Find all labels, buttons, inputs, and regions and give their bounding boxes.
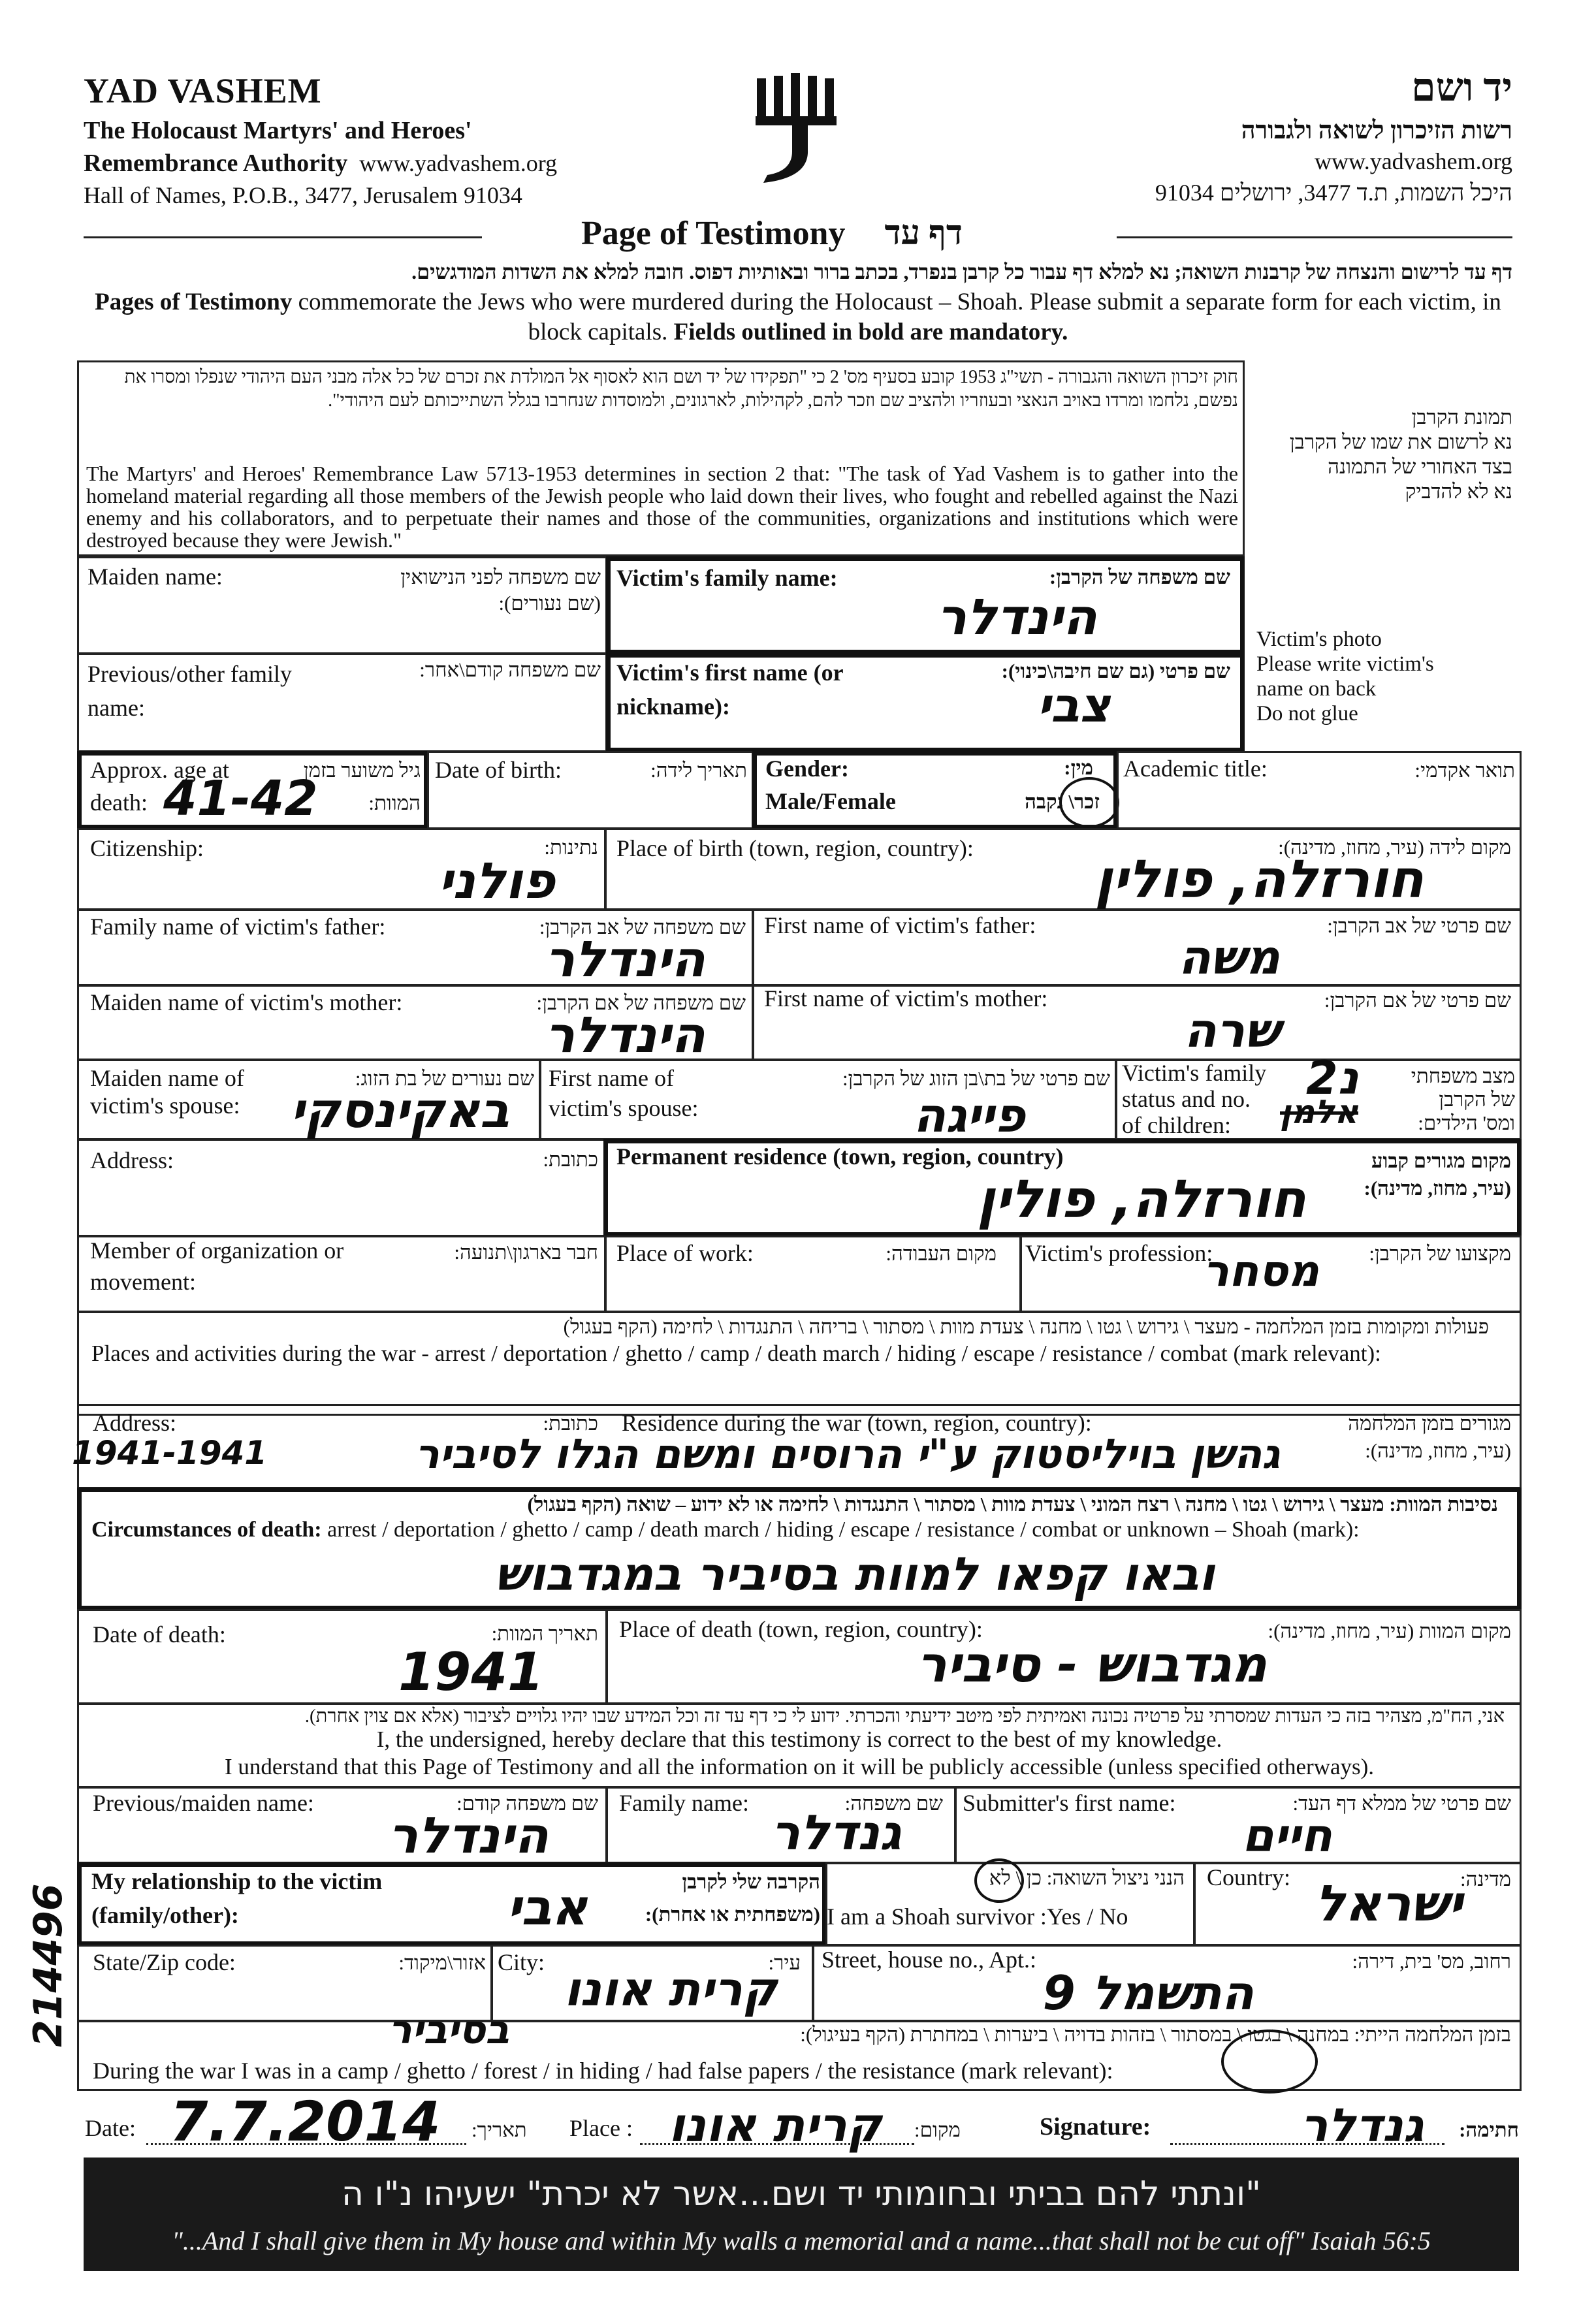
work-place-label-he: מקום העבודה: [886, 1242, 997, 1265]
war-submitter-label-he: בזמן המלחמה הייתי: במחנה \ בגטו \ במסתור \ בזהות בדויה \ ביערות \ במחתרת (הקף בעיגול): [800, 2023, 1511, 2046]
website-en: www.yadvashem.org [359, 150, 558, 176]
gender-label-he-1: מין: [1064, 756, 1093, 779]
declaration-en-1: I, the undersigned, hereby declare that this testimony is correct to the best of my knowledge. [376, 1727, 1222, 1752]
age-label-he-1: גיל משוער בזמן [303, 759, 421, 782]
signature-value[interactable]: גנדלר [1300, 2099, 1424, 2152]
city-value[interactable]: קרית אונו [564, 1962, 777, 2016]
family-name-label-he: שם משפחה של הקרבן: [1049, 565, 1230, 588]
street-label-he: רחוב, מס' בית, דירה: [1352, 1950, 1511, 1973]
place-label-he: מקום: [914, 2118, 961, 2141]
street-value[interactable]: התשמל 9 [1042, 1966, 1254, 2020]
date-value[interactable]: 7.7.2014 [170, 2090, 441, 2154]
spouse-maiden-label-1: Maiden name of [90, 1065, 244, 1091]
family-status-label-2: status and no. [1122, 1086, 1251, 1112]
spouse-first-label-he: שם פרטי של בת\בן הזוג של הקרבן: [842, 1067, 1110, 1090]
death-date-value[interactable]: 1941 [398, 1642, 544, 1702]
address-he: היכל השמות, ת.ד 3477, ירושלים 91034 [1155, 180, 1512, 206]
war-camp-circle[interactable] [1221, 2030, 1318, 2094]
father-first-label: First name of victim's father: [764, 912, 1036, 938]
profession-value[interactable]: מסחר [1203, 1246, 1319, 1296]
submitter-prev-label: Previous/maiden name: [93, 1790, 314, 1816]
death-place-label: Place of death (town, region, country): [619, 1616, 983, 1642]
submitter-family-value[interactable]: גנדלר [771, 1805, 901, 1861]
yad-vashem-logo [754, 73, 846, 184]
family-name-value[interactable]: הינדלר [936, 588, 1097, 646]
address-label: Address: [90, 1147, 174, 1173]
age-label-2: death: [90, 789, 148, 816]
logo-svg [754, 73, 846, 184]
spouse-maiden-value[interactable]: באקינסקי [290, 1083, 509, 1139]
city-label: City: [498, 1949, 545, 1975]
page-title-en: Page of Testimony [581, 215, 846, 252]
war-he: פעולות ומקומות בזמן המלחמה - מעצר \ גירוש \ גטו \ מחנה \ צעדת מוות \ מסתור \ בריחה \ התנגדות \ לחימה (הקף בעגול) [563, 1315, 1489, 1338]
survivor-label-en: I am a Shoah survivor :Yes / No [827, 1903, 1128, 1930]
photo-en-2: Please write victim's [1256, 652, 1434, 676]
maiden-name-label-he: שם משפחה לפני הנישואין (שם נעורים): [400, 565, 601, 614]
profession-label-he: מקצועו של הקרבן: [1369, 1242, 1511, 1265]
survivor-label-he: הנני ניצול השואה: כן \ לא [989, 1866, 1185, 1889]
family-status-label-he-3: ומס' הילדים: [1418, 1111, 1515, 1134]
authority-en-line2-text: Remembrance Authority [84, 150, 348, 177]
relationship-label-1: My relationship to the victim [91, 1868, 383, 1894]
city-label-he: עיר: [768, 1951, 801, 1974]
relationship-label-he-2: (משפחתית או אחרת): [645, 1903, 820, 1926]
member-org-label-1: Member of organization or [90, 1237, 344, 1264]
photo-he-4: נא לא להדביק [1405, 480, 1512, 503]
spouse-first-label-2: victim's spouse: [549, 1095, 699, 1121]
margin-number: 214496 [25, 1883, 71, 2047]
intro-en-rest: commemorate the Jews who were murdered during the Holocaust – Shoah. Please submit a separate form for each victim, in block capitals. [292, 289, 1501, 345]
birth-place-value[interactable]: חורזלה, פולין [1094, 849, 1424, 910]
citizenship-label-he: נתינות: [544, 836, 598, 859]
war-residence-label: Residence during the war (town, region, country): [622, 1410, 1092, 1436]
residence-label: Permanent residence (town, region, country) [616, 1143, 1064, 1170]
death-circ-en-rest: arrest / deportation / ghetto / camp / death march / hiding / escape / resistance / combat or unknown – Shoah (mark): [321, 1518, 1360, 1542]
member-org-label-he: חבר בארגון\תנועה: [454, 1241, 598, 1264]
photo-he-3: בצד האחורי של התמונה [1328, 455, 1512, 478]
declaration-en-2: I understand that this Page of Testimony and all the information on it will be publicly accessible (unless specified otherways). [224, 1754, 1375, 1779]
intro-he: דף עד לרישום והנצחה של קרבנות השואה; נא למלא דף עבור כל קרבן בנפרד, בכתב ברור ובאותיות דפוס. חובה למלא את השדות המודגשים. [411, 260, 1512, 283]
authority-en-line1: The Holocaust Martyrs' and Heroes' [84, 117, 472, 144]
war-residence-value[interactable]: גהשן בויליסטוק ע"י הרוסים ומשם הגלו לסיביר [415, 1430, 1280, 1478]
signature-label: Signature: [1040, 2113, 1151, 2141]
death-circ-en-bold: Circumstances of death: [91, 1518, 322, 1542]
country-value[interactable]: ישראל [1315, 1874, 1463, 1932]
age-label-he-2: המוות: [368, 791, 421, 814]
spouse-maiden-label-he: שם נעורים של בת הזוג: [355, 1067, 534, 1090]
footer-banner [84, 2158, 1519, 2271]
family-status-label-he-1: מצב משפחתי [1411, 1064, 1515, 1087]
declaration-he: אני, הח"מ, מצהיר בזה כי העדות שמסרתי על פרטיה נכונה ואמיתית לפי מיטב ידיעתי והכרתי. ידוע לי כי דף עד זה וכל המידע שבו יהיו גלויים לציבור (אלא אם צוין אחרת). [304, 1706, 1505, 1727]
death-date-label-he: תאריך המוות: [491, 1622, 598, 1645]
residence-label-he-2: (עיר, מחוז, מדינה): [1364, 1177, 1511, 1200]
intro-en-mandatory: Fields outlined in bold are mandatory. [673, 319, 1068, 345]
death-place-label-he: מקום המוות (עיר, מחוז, מדינה): [1268, 1619, 1511, 1642]
first-name-label-text: Victim's first name (or nickname): [616, 660, 843, 720]
submitter-first-label: Submitter's first name: [963, 1790, 1176, 1816]
spouse-first-label-1: First name of [549, 1065, 674, 1091]
submitter-prev-label-he: שם משפחה קודם: [456, 1792, 598, 1815]
photo-en-4: Do not glue [1256, 702, 1358, 725]
death-date-label: Date of death: [93, 1621, 226, 1648]
residence-value[interactable]: חורזלה, פולין [977, 1169, 1306, 1230]
death-circ-he-text: נסיבות המוות: מעצר \ גירוש \ גטו \ מחנה \ רצח המוני \ צעדת מוות \ מסתור \ התנגדות \ לחימה או לא ידוע – שואה (הקף בעגול) [527, 1493, 1498, 1516]
authority-en-line2 [84, 149, 557, 178]
survivor-yes-circle[interactable] [974, 1858, 1024, 1903]
first-name-label [616, 656, 852, 724]
academic-title-label: Academic title: [1123, 756, 1268, 782]
gender-label-he-2: זכר\ נקבה [1025, 790, 1100, 813]
gender-label-1: Gender: [765, 756, 849, 782]
mother-maiden-label-he: שם משפחה של אם הקרבן: [536, 991, 746, 1014]
profession-label: Victim's profession: [1025, 1240, 1213, 1266]
death-place-value[interactable]: מגדבוש - סיביר [917, 1635, 1267, 1693]
address-label-he: כתובת: [543, 1148, 598, 1171]
org-name-he: יד ושם [1411, 66, 1512, 109]
spouse-maiden-label-2: victim's spouse: [90, 1092, 240, 1119]
place-label: Place : [569, 2115, 633, 2141]
previous-name-label-he: שם משפחה קודם\אחר: [419, 658, 601, 681]
submitter-first-value[interactable]: חיים [1241, 1809, 1332, 1862]
page-title-he: דף עד [884, 215, 963, 252]
street-label: Street, house no., Apt.: [822, 1947, 1036, 1973]
father-first-value[interactable]: משה [1178, 930, 1280, 985]
date-label: Date: [85, 2115, 136, 2141]
dob-label-he: תאריך לידה: [650, 759, 747, 782]
law-he: חוק זיכרון השואה והגבורה - תשי"ג 1953 קובע בסעיף מס' 2 כי "תפקידו של יד ושם הוא לאסוף אל המולדת את זכרם של כל אלה מבני העם היהודי שנפלו ומסרו את נפשם, נלחמו ומרדו באויב הנאצי ובעוזריו ולהציב שם וזכר להם, לקהילות, לארגונים, ולמוסדות שנחרבו בגלל השתייכותם לעם היהודי". [124, 367, 1238, 411]
place-value[interactable]: קרית אונו [668, 2097, 882, 2152]
submitter-prev-value[interactable]: הינדלר [388, 1806, 549, 1864]
relationship-value[interactable]: אבי [506, 1878, 588, 1936]
citizenship-label: Citizenship: [90, 835, 204, 861]
war-address-label-he: כתובת: [543, 1412, 598, 1435]
age-label-1: Approx. age at [90, 757, 229, 783]
signature-label-he: חתימה: [1459, 2118, 1519, 2141]
family-status-label-he-2: של הקרבן [1439, 1088, 1515, 1111]
death-circ-he [527, 1491, 1498, 1518]
age-value[interactable]: 41-42 [163, 771, 318, 827]
family-status-label-1: Victim's family [1122, 1060, 1267, 1086]
intro-en-bold: Pages of Testimony [95, 289, 293, 315]
father-first-label-he: שם פרטי של אב הקרבן: [1327, 914, 1511, 937]
photo-he-1: תמונת הקרבן [1411, 406, 1512, 428]
date-label-he: תאריך: [471, 2118, 527, 2141]
father-family-label: Family name of victim's father: [90, 914, 386, 940]
page-title [581, 214, 963, 253]
mother-first-label-he: שם פרטי של אם הקרבן: [1324, 989, 1511, 1011]
previous-name-label-text: Previous/other family name: [88, 661, 292, 721]
war-residence-label-he-1: מגורים בזמן המלחמה [1348, 1412, 1511, 1435]
residence-label-he-1: מקום מגורים קבוע [1371, 1149, 1511, 1172]
country-label-he: מדינה: [1460, 1868, 1511, 1890]
father-family-label-he: שם משפחה של אב הקרבן: [539, 916, 746, 938]
spouse-first-value[interactable]: פייגה [913, 1088, 1025, 1143]
father-family-value[interactable]: הינדלר [545, 930, 705, 988]
member-org-label-2: movement: [90, 1269, 196, 1295]
war-submitter-label-en: During the war I was in a camp / ghetto / forest / in hiding / had false papers / the resistance (mark relevant): [93, 2058, 1113, 2084]
family-name-label: Victim's family name: [616, 565, 838, 591]
banner-he: "ונתתי להם בביתי ובחומותי יד ושם...אשר לא יכרת" ישעיהו נ"ו ה [341, 2174, 1262, 2214]
dob-label: Date of birth: [435, 757, 562, 783]
mother-maiden-label: Maiden name of victim's mother: [90, 989, 403, 1015]
mother-first-label: First name of victim's mother: [764, 985, 1048, 1011]
banner-en: "...And I shall give them in My house and within My walls a memorial and a name...that shall not be cut off" Isaiah 56:5 [172, 2226, 1431, 2255]
photo-instructions-en [1256, 627, 1434, 726]
country-label: Country: [1207, 1864, 1291, 1890]
photo-en-1: Victim's photo [1256, 628, 1382, 651]
war-submitter-value[interactable]: בסיביר [388, 2007, 509, 2053]
header-rule-left [84, 236, 482, 238]
mother-first-value[interactable]: שרה [1184, 1003, 1280, 1058]
photo-instructions-he [1290, 405, 1512, 504]
birth-place-label: Place of birth (town, region, country): [616, 835, 974, 861]
citizenship-value[interactable]: פולני [438, 852, 555, 910]
family-status-value[interactable]: 2נ [1306, 1051, 1359, 1105]
war-residence-label-he-2: (עיר, מחוז, מדינה): [1365, 1439, 1511, 1462]
death-circ-value[interactable]: ובאו קפאו למוות בסיביר במגדבוש [495, 1548, 1215, 1601]
war-address-label: Address: [93, 1410, 176, 1436]
website-he: www.yadvashem.org [1315, 148, 1512, 174]
org-name-en: YAD VASHEM [84, 71, 322, 110]
mother-maiden-value[interactable]: הינדלר [545, 1006, 705, 1064]
family-status-label-3: of children: [1122, 1112, 1231, 1138]
submitter-first-label-he: שם פרטי של ממלא דף העד: [1292, 1792, 1511, 1815]
submitter-family-label: Family name: [619, 1790, 749, 1816]
war-en: Places and activities during the war - arrest / deportation / ghetto / camp / death march / hiding / escape / resistance / combat (mark relevant): [91, 1341, 1381, 1366]
submitter-family-label-he: שם משפחה: [844, 1792, 943, 1815]
address-en: Hall of Names, P.O.B., 3477, Jerusalem 91034 [84, 182, 522, 208]
war-residence-year: 1941-1941 [72, 1434, 268, 1472]
birth-place-label-he: מקום לידה (עיר, מחוז, מדינה): [1278, 836, 1511, 859]
previous-name-label [88, 657, 310, 725]
authority-he: רשות הזיכרון לשואה ולגבורה [1241, 117, 1512, 144]
maiden-name-label: Maiden name: [88, 564, 223, 590]
first-name-label-he: שם פרטי (גם שם חיבה\כינוי): [1001, 660, 1230, 682]
family-status-struck: אלמן [1280, 1093, 1358, 1131]
gender-label-2: Male/Female [765, 788, 896, 814]
state-zip-label: State/Zip code: [93, 1949, 236, 1975]
academic-title-label-he: תואר אקדמי: [1414, 759, 1515, 782]
law-en: The Martyrs' and Heroes' Remembrance Law 5713-1953 determines in section 2 that: "The task of Yad Vashem is to gather into the homeland material regarding all those members of the Jewish people who laid down their lives, who fought and rebelled against the Nazi enemy and his collaborators, and to perpetuate their names and those of the communities, organizations and institutions which were destroyed because they were Jewish." [86, 462, 1238, 552]
state-zip-label-he: אזור\מיקוד: [398, 1951, 486, 1974]
work-place-label: Place of work: [616, 1240, 754, 1266]
photo-he-2: נא לרשום את שמו של הקרבן [1289, 430, 1512, 453]
gender-male-circle[interactable] [1059, 777, 1119, 828]
relationship-label-he-1: הקרבה שלי לקרבן [682, 1870, 820, 1893]
intro-en [84, 287, 1512, 347]
relationship-label-2: (family/other): [91, 1902, 239, 1928]
death-circ-en [91, 1516, 1360, 1544]
first-name-value[interactable]: צבי [1036, 678, 1110, 733]
header-rule-right [1117, 236, 1512, 238]
photo-en-3: name on back [1256, 677, 1377, 701]
